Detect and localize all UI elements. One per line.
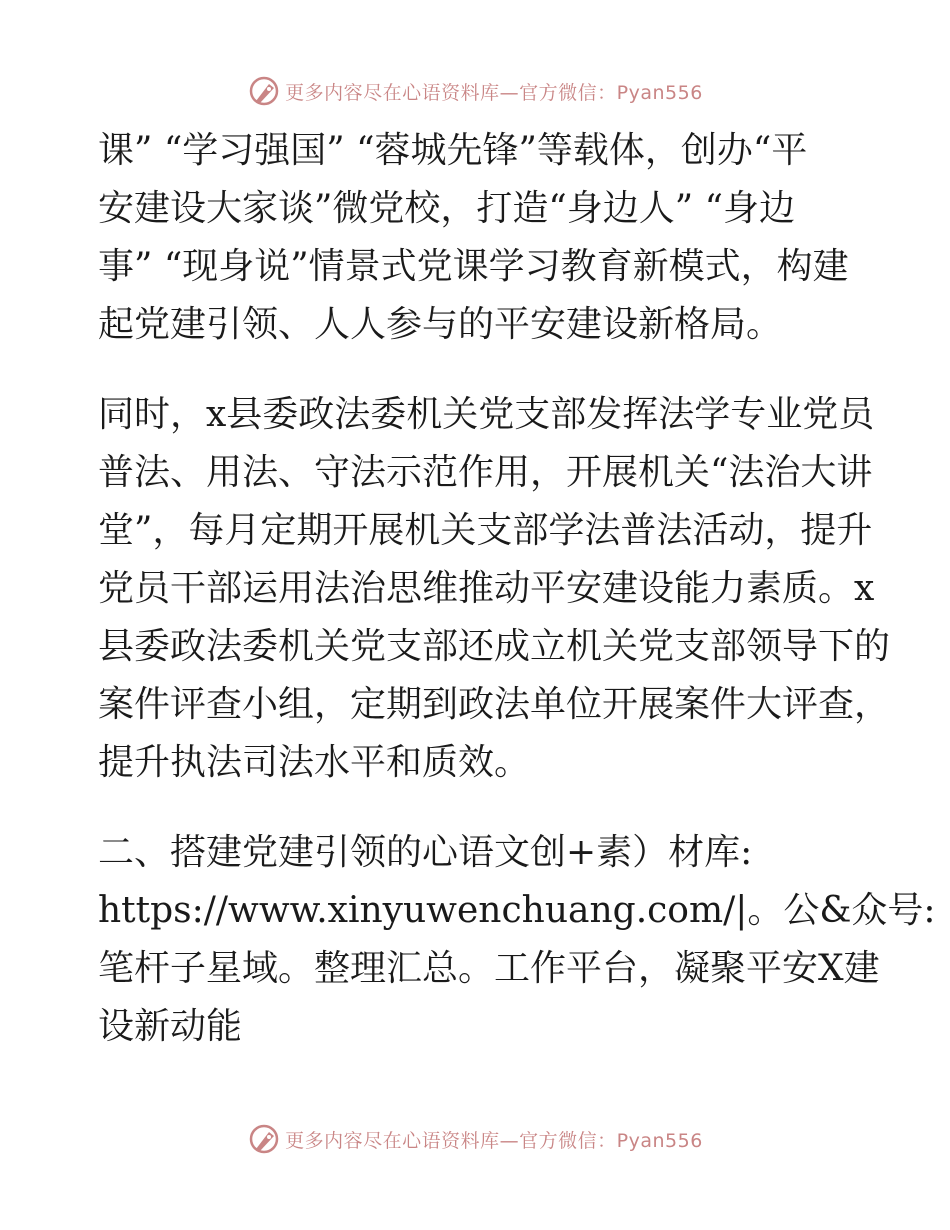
text-line: 堂”，每月定期开展机关支部学法普法活动，提升	[98, 510, 873, 551]
section-heading-line: 二、搭建党建引领的心语文创+素）材库:	[98, 832, 753, 873]
footer-watermark	[0, 1119, 950, 1159]
paragraph-1	[98, 122, 850, 354]
document-body	[98, 122, 936, 1056]
text-line: 笔杆子星域。整理汇总。工作平台，凝聚平安X建	[98, 948, 880, 989]
text-line: 案件评查小组，定期到政法单位开展案件大评查，	[98, 684, 891, 725]
watermark-text: 更多内容尽在心语资料库—官方微信：Pyan556	[285, 81, 703, 104]
paragraph-3	[98, 824, 936, 1056]
text-line: 普法、用法、守法示范作用，开展机关“法治大讲	[98, 452, 873, 493]
watermark-text: 更多内容尽在心语资料库—官方微信：Pyan556	[285, 1129, 703, 1152]
text-line: 事” “现身说”情景式党课学习教育新模式，构建	[98, 246, 849, 287]
pen-nib-icon	[247, 1122, 281, 1156]
url-line: https://www.xinyuwenchuang.com/|。公&众号:	[98, 890, 936, 931]
text-line: 同时，x县委政法委机关党支部发挥法学专业党员	[98, 394, 875, 435]
text-line: 课” “学习强国” “蓉城先锋”等载体，创办“平	[98, 130, 808, 171]
paragraph-2	[98, 386, 891, 792]
text-line: 设新动能	[98, 1006, 243, 1047]
text-line: 起党建引领、人人参与的平安建设新格局。	[98, 304, 783, 345]
header-watermark	[0, 71, 950, 111]
text-line: 提升执法司法水平和质效。	[98, 742, 531, 783]
pen-nib-icon	[247, 74, 281, 108]
text-line: 安建设大家谈”微党校，打造“身边人” “身边	[98, 188, 796, 229]
text-line: 县委政法委机关党支部还成立机关党支部领导下的	[98, 626, 891, 667]
text-line: 党员干部运用法治思维推动平安建设能力素质。x	[98, 568, 875, 609]
